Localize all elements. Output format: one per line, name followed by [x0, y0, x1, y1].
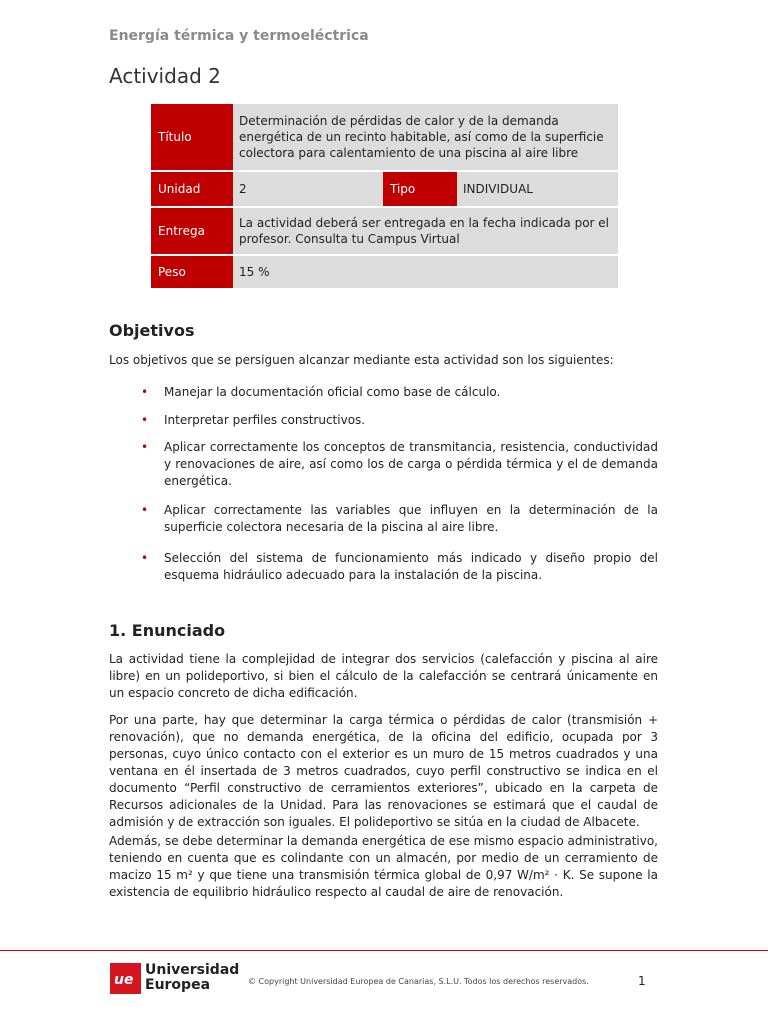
- bullet-icon: •: [141, 503, 149, 517]
- row-peso: [151, 256, 618, 288]
- footer-divider: [0, 950, 768, 951]
- header-title: Energía térmica y termoeléctrica: [109, 28, 369, 44]
- row-titulo: [151, 104, 618, 170]
- enunciado-heading: 1. Enunciado: [109, 621, 226, 640]
- enunciado-paragraph: La actividad tiene la complejidad de integrar dos servicios (calefacción y piscina al aire libre) en un polideportivo, si bien el cálculo de la calefacción se centrará únicamente en un espacio concreto de dicha edificación.: [109, 652, 658, 700]
- objetivo-text: Interpretar perfiles constructivos.: [164, 413, 366, 427]
- logo-line1: Universidad: [145, 962, 240, 978]
- page-title: Actividad 2: [109, 64, 221, 88]
- entrega-label: Entrega: [151, 208, 233, 254]
- titulo-value: Determinación de pérdidas de calor y de la demanda energética de un recinto habitable, así como de la superficie colectora para calentamiento de una piscina al aire libre: [233, 104, 618, 170]
- unidad-label: Unidad: [151, 172, 233, 206]
- objetivos-heading: Objetivos: [109, 321, 195, 340]
- ue-logo-icon: [110, 963, 141, 994]
- objetivos-intro: Los objetivos que se persiguen alcanzar mediante esta actividad son los siguientes:: [109, 353, 614, 367]
- bullet-icon: •: [141, 385, 149, 399]
- objetivo-text: Selección del sistema de funcionamiento más indicado y diseño propio del esquema hidráulico adecuado para la instalación de la piscina.: [164, 551, 658, 582]
- page-number: 1: [638, 974, 646, 988]
- tipo-value: INDIVIDUAL: [457, 172, 618, 206]
- enunciado-paragraph: Además, se debe determinar la demanda energética de ese mismo espacio administrativo, teniendo en cuenta que es colindante con un almacén, por medio de un cerramiento de macizo 15 m² y que tiene una transmisión térmica global de 0,97 W/m² · K. Se supone la existencia de equilibrio hidráulico respecto al caudal de aire de renovación.: [109, 834, 658, 899]
- peso-value: 15 %: [233, 256, 618, 288]
- svg-text:ue: ue: [114, 972, 134, 988]
- logo-wordmark: [145, 963, 239, 993]
- peso-label: Peso: [151, 256, 233, 288]
- objetivo-text: Manejar la documentación oficial como base de cálculo.: [164, 385, 501, 399]
- entrega-value: La actividad deberá ser entregada en la fecha indicada por el profesor. Consulta tu Campus Virtual: [233, 208, 618, 254]
- row-entrega: [151, 208, 618, 254]
- row-unidad: [151, 172, 618, 206]
- copyright-text: © Copyright Universidad Europea de Canarias, S.L.U. Todos los derechos reservados.: [248, 977, 589, 986]
- objetivo-text: Aplicar correctamente los conceptos de transmitancia, resistencia, conductividad y renovaciones de aire, así como los de carga o pérdida térmica y el de demanda energética.: [164, 440, 658, 488]
- objetivo-text: Aplicar correctamente las variables que influyen en la determinación de la superficie colectora necesaria de la piscina al aire libre.: [164, 503, 658, 534]
- enunciado-paragraph: Por una parte, hay que determinar la carga térmica o pérdidas de calor (transmisión + renovación), que no demanda energética, de la oficina del edificio, ocupada por 3 personas, cuyo único contacto con el exterior es un muro de 15 metros cuadrados y una ventana en él insertada de 3 metros cuadrados, cuyo perfil constructivo se indica en el documento “Perfil constructivo de cerramientos exteriores”, ubicado en la carpeta de Recursos adicionales de la Unidad. Para las renovaciones se estimará que el caudal de admisión y de extracción son iguales. El polideportivo se sitúa en la ciudad de Albacete.: [109, 713, 658, 829]
- titulo-label: Título: [151, 104, 233, 170]
- bullet-icon: •: [141, 551, 149, 565]
- logo-line2: Europea: [145, 977, 211, 993]
- unidad-value: 2: [233, 172, 383, 206]
- bullet-icon: •: [141, 440, 149, 454]
- tipo-label: Tipo: [383, 172, 457, 206]
- bullet-icon: •: [141, 413, 149, 427]
